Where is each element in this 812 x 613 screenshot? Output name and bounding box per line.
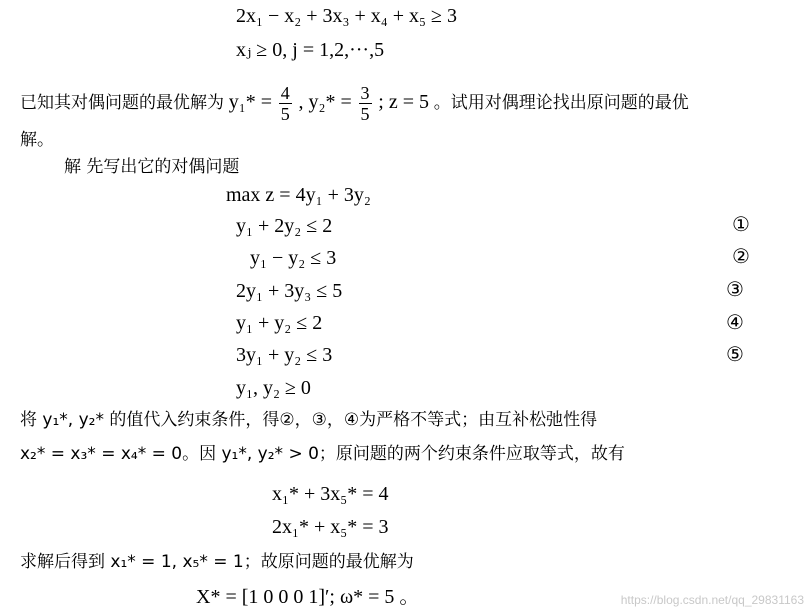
paragraph-result: 求解后得到 x₁* = 1, x₅* = 1；故原问题的最优解为: [20, 552, 414, 572]
y2-label: , y₂* =: [298, 91, 352, 113]
circled-mark-5: ⑤: [726, 342, 744, 366]
circled-mark-1: ①: [732, 212, 750, 236]
z-value: ; z = 5: [378, 91, 429, 113]
dual-objective: max z = 4y₁ + 3y₂: [226, 184, 371, 206]
dual-constraint-2: y₁ − y₂ ≤ 3: [250, 247, 337, 269]
dual-constraint-4: y₁ + y₂ ≤ 2: [236, 312, 323, 334]
fraction-3-5: $\frac{3}{5}$: [360, 83, 370, 125]
dual-constraint-1: y₁ + 2y₂ ≤ 2: [236, 215, 333, 237]
known-prefix: 已知其对偶问题的最优解为: [20, 93, 224, 113]
equation-2: 2x₁* + x₅* = 3: [272, 516, 389, 538]
watermark-url: https://blog.csdn.net/qq_29831163: [620, 593, 804, 607]
final-solution: X* = [1 0 0 0 1]′; ω* = 5 。: [196, 586, 420, 608]
fraction-4-5: $\frac{4}{5}$: [280, 83, 290, 125]
constraint-top: 2x₁ − x₂ + 3x₃ + x₄ + x₅ ≥ 3: [236, 5, 457, 27]
dual-constraint-3: 2y₁ + 3y₃ ≤ 5: [236, 280, 343, 302]
known-solution-line: [20, 82, 689, 124]
paragraph-complementary-a: 将 y₁*, y₂* 的值代入约束条件，得②，③，④为严格不等式；由互补松弛性得: [20, 410, 598, 430]
paragraph-complementary-b: x₂* = x₃* = x₄* = 0。因 y₁*, y₂* > 0；原问题的两个约束条件应取等式，故有: [20, 444, 625, 464]
dual-constraint-5: 3y₁ + y₂ ≤ 3: [236, 344, 333, 366]
circled-mark-3: ③: [726, 277, 744, 301]
y1-label: y₁* =: [228, 91, 273, 113]
equation-1: x₁* + 3x₅* = 4: [272, 483, 389, 505]
known-continued: 解。: [20, 130, 54, 150]
known-suffix: 。试用对偶理论找出原问题的最优: [433, 93, 689, 113]
nonneg-x: xⱼ ≥ 0, j = 1,2,···,5: [236, 39, 385, 61]
circled-mark-2: ②: [732, 244, 750, 268]
dual-nonneg: y₁, y₂ ≥ 0: [236, 377, 311, 399]
circled-mark-4: ④: [726, 310, 744, 334]
solution-intro: 解 先写出它的对偶问题: [64, 157, 240, 177]
